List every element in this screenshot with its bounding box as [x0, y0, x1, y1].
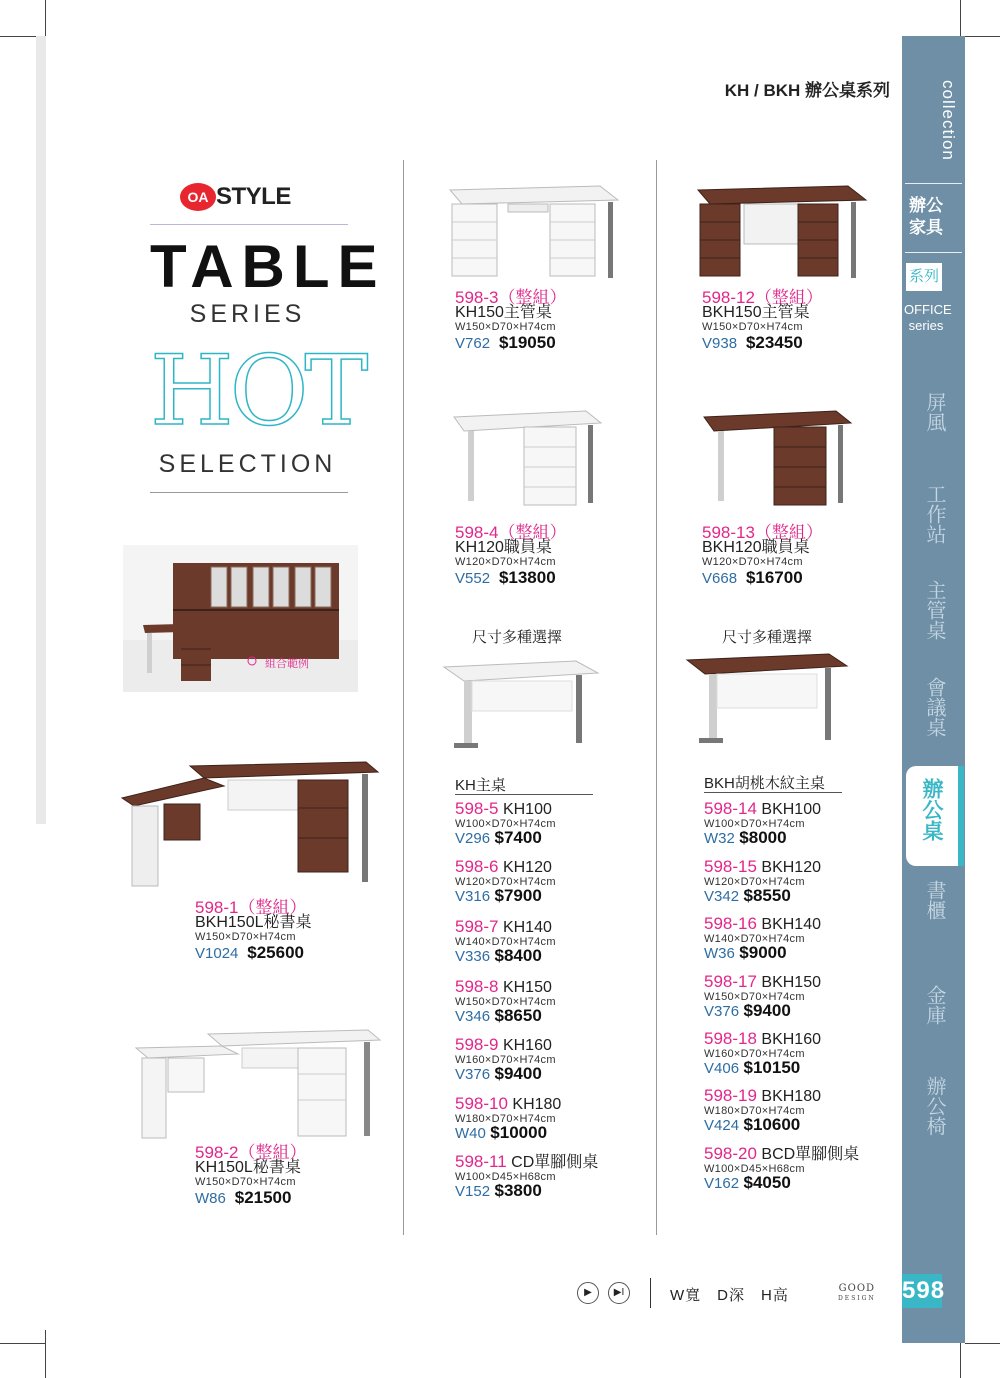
product-code: 598-1（整組） [195, 898, 307, 917]
product-dimensions: W180×D70×H74cm [455, 1113, 556, 1125]
product-price: $19050 [498, 333, 556, 352]
product-dimensions: W150×D70×H74cm [455, 996, 556, 1008]
product-volume: W40 [455, 1125, 486, 1142]
list-item [704, 972, 904, 1020]
sidebar-item-conference[interactable]: 會議桌 [923, 677, 945, 737]
divider [150, 492, 348, 493]
product-volume: V938 [702, 335, 738, 352]
product-price: $16700 [745, 568, 803, 587]
sidebar-item-screen[interactable]: 屏風 [923, 392, 945, 432]
product-price: $8550 [743, 886, 791, 905]
product-dimensions: W100×D45×H68cm [455, 1171, 556, 1183]
good-text: GOOD [838, 1283, 876, 1294]
product-price: $10000 [490, 1123, 548, 1142]
list-item [455, 917, 655, 965]
product-598-13 [702, 525, 902, 586]
combo-note: 組合範例 [265, 658, 309, 670]
product-price: $9400 [743, 1001, 791, 1020]
sidebar-collection: collection [939, 80, 958, 161]
product-code: 598-5 [455, 799, 499, 818]
product-volume: V162 [704, 1175, 740, 1192]
bkh-column-heading: BKH胡桃木紋主桌 [704, 775, 825, 792]
crop-mark [965, 1343, 1000, 1344]
sidebar-office: OFFICE series [904, 302, 952, 333]
crop-mark [0, 1343, 45, 1344]
product-code: 598-17 [704, 972, 757, 991]
product-code: 598-11 [455, 1152, 507, 1171]
table-heading: TABLE [150, 233, 386, 300]
sidebar-item-safe[interactable]: 金庫 [923, 985, 945, 1025]
product-dimensions: W150×D70×H74cm [195, 931, 296, 943]
product-volume: W36 [704, 945, 735, 962]
product-model: BKH150 [761, 974, 821, 991]
product-volume: V152 [455, 1183, 491, 1200]
product-price: $7900 [494, 886, 542, 905]
product-price: $23450 [745, 333, 803, 352]
divider [455, 794, 593, 795]
list-item [704, 1144, 904, 1192]
desk-image-bkh150l [118, 758, 380, 893]
product-dimensions: W100×D70×H74cm [455, 818, 556, 830]
product-code: 598-9 [455, 1035, 499, 1054]
dimension-legend: W寬 D深 H高 [670, 1287, 789, 1304]
product-model: KH150 [502, 979, 552, 996]
list-item [455, 799, 655, 847]
divider [150, 224, 348, 225]
product-price: $4050 [743, 1173, 791, 1192]
product-name: BKH150主管桌 [702, 304, 810, 321]
size-note: 尺寸多種選擇 [472, 629, 563, 646]
product-dimensions: W140×D70×H74cm [704, 933, 805, 945]
list-item [704, 914, 904, 962]
product-dimensions: W160×D70×H74cm [704, 1048, 805, 1060]
series-heading: SERIES [189, 300, 306, 328]
product-dimensions: W120×D70×H74cm [455, 876, 556, 888]
play-button[interactable]: ▶ [577, 1282, 599, 1304]
product-volume: V376 [704, 1003, 740, 1020]
product-model: KH100 [502, 801, 552, 818]
product-volume: V336 [455, 948, 491, 965]
page-title: KH / BKH 辦公桌系列 [724, 81, 890, 100]
hot-heading: HOT [150, 335, 365, 447]
list-item [455, 857, 655, 905]
list-item [455, 1035, 655, 1083]
product-volume: V376 [455, 1066, 491, 1083]
logo-style-text: STYLE [216, 183, 291, 210]
column-divider [656, 160, 657, 1235]
sidebar-category: 辦公家具 [909, 196, 943, 237]
product-code: 598-13（整組） [702, 523, 823, 542]
product-model: KH160 [502, 1037, 552, 1054]
product-code: 598-6 [455, 857, 499, 876]
product-model: KH120 [502, 859, 552, 876]
sidebar-badge: 系列 [906, 263, 942, 291]
crop-mark [45, 1330, 46, 1378]
design-text: DESIGN [838, 1295, 876, 1302]
product-598-4 [455, 525, 655, 586]
list-item [455, 1152, 655, 1200]
product-dimensions: W120×D70×H74cm [702, 556, 803, 568]
brand-logo [180, 183, 320, 217]
product-price: $8000 [739, 828, 787, 847]
product-dimensions: W150×D70×H74cm [195, 1176, 296, 1188]
product-code: 598-7 [455, 917, 499, 936]
product-price: $21500 [234, 1188, 292, 1207]
product-code: 598-19 [704, 1086, 757, 1105]
product-volume: W32 [704, 830, 735, 847]
product-model: BKH100 [761, 801, 821, 818]
list-item [455, 1094, 655, 1142]
product-volume: V762 [455, 335, 491, 352]
product-model: BKH140 [761, 916, 821, 933]
sidebar-item-office-desk[interactable]: 辦公桌 [920, 778, 943, 841]
desk-image-kh-main [436, 655, 606, 755]
product-code: 598-15 [704, 857, 757, 876]
product-code: 598-10 [455, 1094, 508, 1113]
sidebar-divider [905, 183, 962, 184]
left-edge-bar [36, 36, 46, 824]
product-model: BKH160 [761, 1031, 821, 1048]
next-button[interactable]: ▶I [608, 1282, 630, 1304]
product-price: $3800 [494, 1181, 542, 1200]
product-model: BCD單腳側桌 [761, 1146, 860, 1163]
crop-mark [960, 1343, 961, 1378]
sidebar-divider [905, 252, 962, 253]
product-dimensions: W120×D70×H74cm [455, 556, 556, 568]
desk-image-kh120 [446, 405, 606, 510]
product-code: 598-16 [704, 914, 757, 933]
column-divider [403, 160, 404, 1235]
footer-divider [650, 1278, 651, 1308]
product-dimensions: W100×D70×H74cm [704, 818, 805, 830]
good-design-mark [838, 1284, 876, 1304]
product-dimensions: W140×D70×H74cm [455, 936, 556, 948]
product-volume: V346 [455, 1008, 491, 1025]
product-name: BKH150L秘書桌 [195, 914, 312, 931]
product-model: KH180 [512, 1096, 562, 1113]
product-code: 598-12（整組） [702, 288, 823, 307]
sidebar-item-chair[interactable]: 辦公椅 [923, 1076, 945, 1136]
product-code: 598-8 [455, 977, 499, 996]
product-price: $7400 [494, 828, 542, 847]
product-dimensions: W120×D70×H74cm [704, 876, 805, 888]
product-code: 598-18 [704, 1029, 757, 1048]
product-code: 598-20 [704, 1144, 757, 1163]
combo-example-image [123, 545, 358, 692]
desk-image-kh150l [132, 1028, 384, 1146]
product-dimensions: W150×D70×H74cm [704, 991, 805, 1003]
product-price: $10150 [743, 1058, 801, 1077]
divider [704, 792, 842, 793]
product-code: 598-2（整組） [195, 1143, 307, 1162]
product-model: CD單腳側桌 [511, 1154, 599, 1171]
product-code: 598-3（整組） [455, 288, 567, 307]
product-price: $8400 [494, 946, 542, 965]
list-item [704, 1029, 904, 1077]
product-dimensions: W150×D70×H74cm [702, 321, 803, 333]
desk-image-bkh150 [688, 178, 868, 283]
product-dimensions: W160×D70×H74cm [455, 1054, 556, 1066]
product-598-2 [195, 1145, 395, 1206]
product-price: $9400 [494, 1064, 542, 1083]
product-598-3 [455, 290, 655, 351]
kh-column-heading: KH主桌 [455, 777, 506, 794]
list-item [704, 1086, 904, 1134]
desk-image-bkh-main [683, 650, 853, 750]
size-note: 尺寸多種選擇 [722, 629, 813, 646]
product-model: BKH120 [761, 859, 821, 876]
product-name: KH150主管桌 [455, 304, 552, 321]
product-model: BKH180 [761, 1088, 821, 1105]
product-volume: V342 [704, 888, 740, 905]
product-price: $10600 [743, 1115, 801, 1134]
product-code: 598-14 [704, 799, 757, 818]
product-dimensions: W100×D45×H68cm [704, 1163, 805, 1175]
product-code: 598-4（整組） [455, 523, 567, 542]
page-number: 598 [902, 1274, 942, 1308]
product-name: BKH120職員桌 [702, 539, 810, 556]
product-volume: V668 [702, 570, 738, 587]
product-dimensions: W180×D70×H74cm [704, 1105, 805, 1117]
product-price: $8650 [494, 1006, 542, 1025]
list-item [455, 977, 655, 1025]
crop-mark [960, 0, 961, 36]
product-price: $9000 [739, 943, 787, 962]
product-price: $13800 [498, 568, 556, 587]
product-model: KH140 [502, 919, 552, 936]
product-volume: V552 [455, 570, 491, 587]
product-volume: V316 [455, 888, 491, 905]
list-item [704, 799, 904, 847]
product-598-12 [702, 290, 902, 351]
product-volume: W86 [195, 1190, 226, 1207]
product-volume: V424 [704, 1117, 740, 1134]
desk-image-kh150 [440, 178, 620, 283]
list-item [704, 857, 904, 905]
sidebar-item-workstation[interactable]: 工作站 [923, 484, 945, 544]
product-dimensions: W150×D70×H74cm [455, 321, 556, 333]
product-price: $25600 [247, 943, 304, 962]
crop-mark [965, 36, 1000, 37]
selection-heading: SELECTION [158, 450, 337, 478]
desk-image-bkh120 [696, 405, 856, 510]
sidebar-item-executive[interactable]: 主管桌 [923, 580, 945, 640]
product-volume: V1024 [195, 945, 239, 962]
product-name: KH120職員桌 [455, 539, 552, 556]
logo-oa-badge: OA [180, 183, 216, 211]
product-name: KH150L秘書桌 [195, 1159, 301, 1176]
product-volume: V296 [455, 830, 491, 847]
product-598-1 [195, 900, 395, 961]
product-volume: V406 [704, 1060, 740, 1077]
sidebar-item-bookcase[interactable]: 書櫃 [923, 880, 945, 920]
